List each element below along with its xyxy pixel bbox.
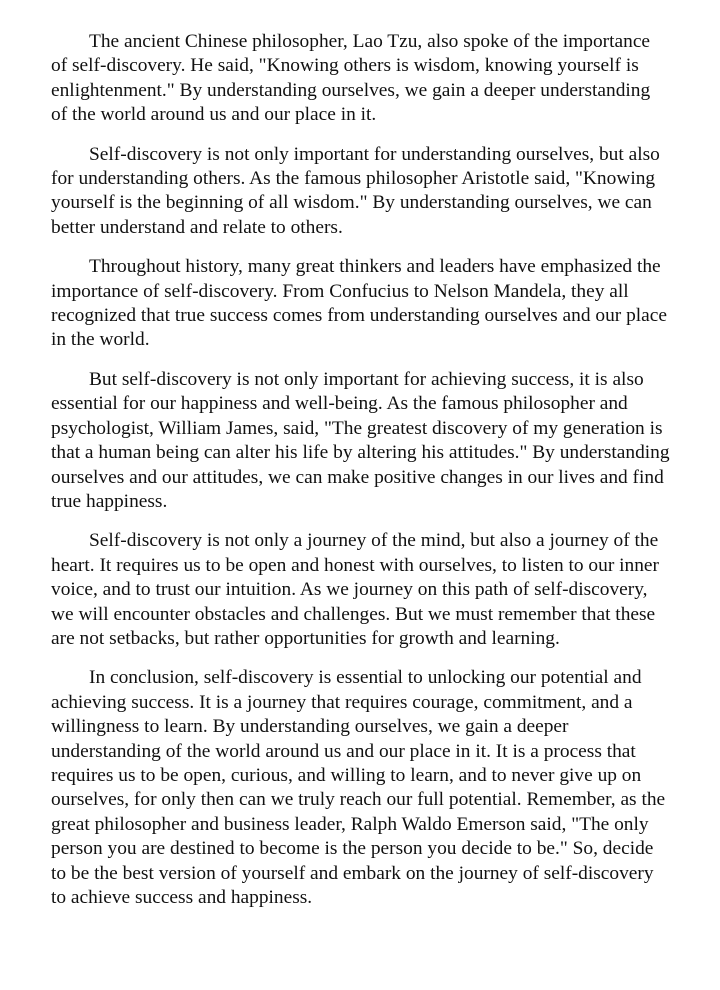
paragraph-journey-of-heart: Self-discovery is not only a journey of the mind, but also a journey of the heart. It requires us to be open and honest with ourselves, to listen to our inner voice, and to trust our intuition. As we journey on this path of self-discovery, we will encounter obstacles and challenges. But we must remember that these are not setbacks, but rather opportunities for growth and learning.	[51, 530, 659, 649]
paragraph-history: Throughout history, many great thinkers and leaders have emphasized the importance of self-discovery. From Confucius to Nelson Mandela, they all recognized that true success comes from understanding ourselves and our place in the world.	[51, 256, 667, 351]
paragraph-william-james: But self-discovery is not only important for achieving success, it is also essential for our happiness and well-being. As the famous philosopher and psychologist, William James, said, "The greatest discovery of my generation is that a human being can alter his life by altering his attitudes." By understanding ourselves and our attitudes, we can make positive changes in our lives and find true happiness.	[51, 368, 670, 512]
paragraph-lao-tzu: The ancient Chinese philosopher, Lao Tzu, also spoke of the importance of self-discovery. He said, "Knowing others is wisdom, knowing yourself is enlightenment." By understanding ourselves, we gain a deeper understanding of the world around us and our place in it.	[51, 31, 651, 126]
paragraph-conclusion: In conclusion, self-discovery is essential to unlocking our potential and achieving success. It is a journey that requires courage, commitment, and a willingness to learn. By understanding ourselves, we gain a deeper understanding of the world around us and our place in it. It is a process that requires us to be open, curious, and willing to learn, and to never give up on ourselves, for only then can we truly reach our full potential. Remember, as the great philosopher and business leader, Ralph Waldo Emerson said, "The only person you are destined to become is the person you decide to be." So, decide to be the best version of yourself and embark on the journey of self-discovery to achieve success and happiness.	[51, 667, 666, 908]
paragraph-aristotle: Self-discovery is not only important for understanding ourselves, but also for understanding others. As the famous philosopher Aristotle said, "Knowing yourself is the beginning of all wisdom." By understanding ourselves, we can better understand and relate to others.	[51, 143, 660, 238]
